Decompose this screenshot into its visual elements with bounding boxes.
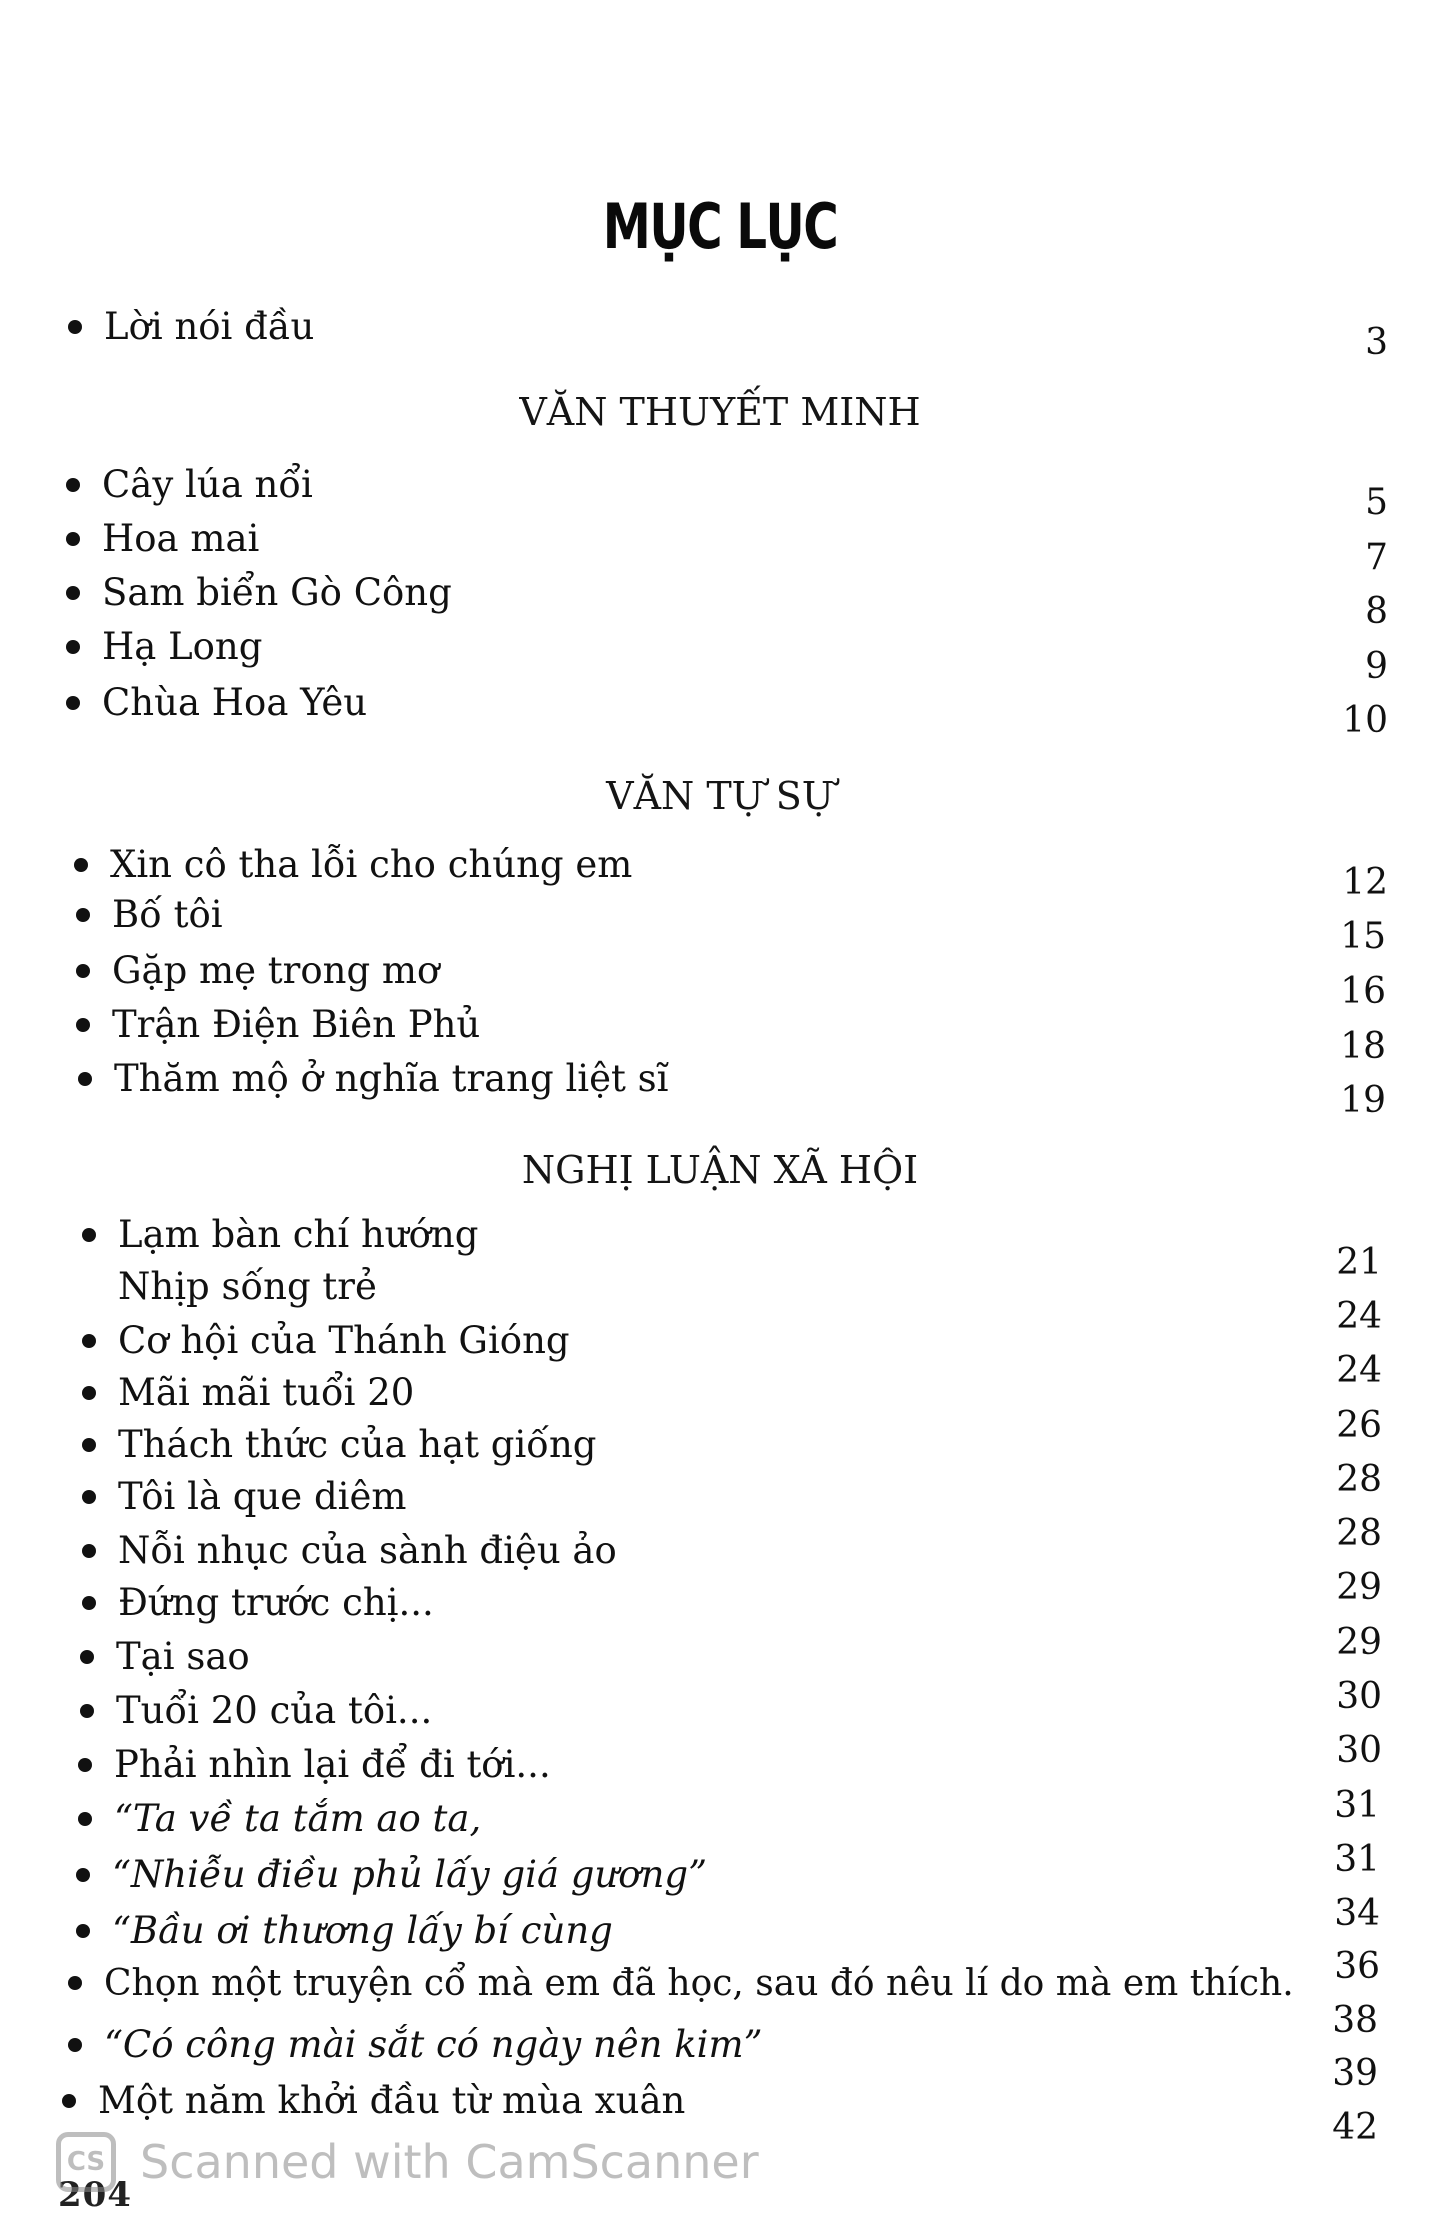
bullet-icon [78,1072,92,1086]
bullet-icon [82,1386,96,1400]
bullet-icon [68,1976,82,1990]
toc-entry [82,1475,407,1518]
toc-entry-label: Đứng trước chị... [118,1581,434,1624]
bullet-icon [74,858,88,872]
bullet-icon [66,696,80,710]
toc-entry-label: Hoa mai [102,517,260,560]
toc-entry [76,1003,481,1046]
toc-page-number: 16 [1340,971,1386,1012]
toc-page-number: 21 [1336,1242,1382,1283]
watermark-text: Scanned with CamScanner [140,2135,759,2189]
bullet-icon [78,1812,92,1826]
toc-page-number: 38 [1332,2000,1378,2041]
toc-entry [82,1319,570,1362]
bullet-icon [82,1544,96,1558]
bullet-icon [78,1758,92,1772]
toc-page-number: 30 [1336,1730,1382,1771]
bullet-icon [62,2094,76,2108]
toc-entry-label: Thách thức của hạt giống [118,1423,597,1466]
toc-entry-label: Nỗi nhục của sành điệu ảo [118,1529,617,1572]
page-title: MỤC LỤC [602,190,838,263]
toc-entry-label: Thăm mộ ở nghĩa trang liệt sĩ [114,1057,669,1100]
bullet-icon [68,320,82,334]
toc-entry [118,1265,377,1308]
toc-entry [76,1909,613,1952]
toc-entry [66,681,368,724]
toc-entry-label: Xin cô tha lỗi cho chúng em [110,843,633,886]
bullet-icon [66,478,80,492]
bullet-icon [68,2038,82,2052]
toc-entry [80,1689,433,1732]
toc-entry [82,1529,617,1572]
camscanner-watermark [56,2132,759,2192]
toc-entry-label: Tuổi 20 của tôi... [116,1689,433,1732]
bullet-icon [80,1650,94,1664]
bullet-icon [82,1228,96,1242]
toc-page-number: 42 [1332,2107,1378,2148]
toc-entry-label: Trận Điện Biên Phủ [112,1003,481,1046]
section-heading: VĂN THUYẾT MINH [519,390,921,434]
footer-page-number: 204 [58,2175,132,2215]
toc-entry [76,949,440,992]
toc-entry-label: Chọn một truyện cổ mà em đã học, sau đó nêu lí do mà em thích. [104,1963,1294,2004]
toc-page-number: 19 [1340,1080,1386,1121]
bullet-icon [66,532,80,546]
toc-page-number: 28 [1336,1513,1382,1554]
toc-page-number: 7 [1365,537,1388,578]
toc-entry-label: Cơ hội của Thánh Gióng [118,1319,570,1362]
toc-entry-label: “Ta về ta tắm ao ta, [114,1797,482,1840]
toc-entry-label: Lời nói đầu [104,305,315,348]
toc-entry [82,1371,415,1414]
toc-entry-label: Cây lúa nổi [102,463,313,506]
toc-entry-label: Phải nhìn lại để đi tới... [114,1743,551,1786]
toc-entry-label: Sam biển Gò Công [102,571,452,614]
bullet-icon [82,1438,96,1452]
toc-entry [82,1581,434,1624]
toc-page-number: 10 [1342,700,1388,741]
toc-page-number: 34 [1334,1893,1380,1934]
toc-page-number: 18 [1340,1026,1386,1067]
toc-entry [66,571,452,614]
section-heading: VĂN TỰ SỰ [606,774,834,818]
toc-page-number: 30 [1336,1676,1382,1717]
section-heading: NGHỊ LUẬN XÃ HỘI [521,1148,919,1192]
toc-entry-intro [68,305,315,348]
toc-page-number: 36 [1334,1946,1380,1987]
toc-entry [66,625,263,668]
toc-entry-label: Hạ Long [102,625,263,668]
toc-entry [76,1853,708,1896]
bullet-icon [76,908,90,922]
bullet-icon [66,640,80,654]
toc-page-number: 39 [1332,2053,1378,2094]
toc-entry [76,893,223,936]
toc-entry [82,1423,597,1466]
bullet-icon [76,1868,90,1882]
toc-entry [78,1797,482,1840]
toc-page-number: 15 [1340,916,1386,957]
toc-page-number: 29 [1336,1622,1382,1663]
toc-entry [62,2079,686,2122]
toc-entry-label: “Có công mài sắt có ngày nên kim” [104,2023,763,2066]
toc-entry-label: “Bầu ơi thương lấy bí cùng [112,1909,613,1952]
toc-page-number: 29 [1336,1567,1382,1608]
toc-page-number: 8 [1365,591,1388,632]
toc-entry [68,2023,763,2066]
toc-page-number: 31 [1334,1839,1380,1880]
toc-page-number: 9 [1365,646,1388,687]
bullet-icon [76,1018,90,1032]
toc-entry [80,1635,250,1678]
toc-page-number: 26 [1336,1405,1382,1446]
toc-entry-label: Gặp mẹ trong mơ [112,949,440,992]
toc-page-number: 3 [1365,322,1388,363]
toc-page-number: 12 [1342,862,1388,903]
bullet-icon [66,586,80,600]
bullet-icon [82,1490,96,1504]
toc-entry [66,517,260,560]
toc-entry-label: Mãi mãi tuổi 20 [118,1371,415,1414]
bullet-icon [76,1924,90,1938]
toc-page-number: 5 [1365,482,1388,523]
toc-page-number: 31 [1334,1785,1380,1826]
toc-entry [78,1743,551,1786]
toc-page-number: 28 [1336,1459,1382,1500]
toc-entry-label: Một năm khởi đầu từ mùa xuân [98,2079,686,2122]
toc-entry [68,1963,1294,2004]
bullet-icon [76,964,90,978]
toc-entry [66,463,313,506]
toc-entry-label: Tại sao [116,1635,250,1678]
toc-page-number: 24 [1336,1296,1382,1337]
toc-entry-label: Chùa Hoa Yêu [102,681,368,724]
bullet-icon [80,1704,94,1718]
toc-entry [82,1213,479,1256]
bullet-icon [82,1334,96,1348]
toc-entry-label: “Nhiễu điều phủ lấy giá gương” [112,1853,708,1896]
toc-page-number: 24 [1336,1350,1382,1391]
toc-entry [78,1057,669,1100]
bullet-icon [82,1596,96,1610]
toc-entry-label: Tôi là que diêm [118,1475,407,1518]
toc-entry-label: Lạm bàn chí hướng [118,1213,479,1256]
camscanner-logo-icon: CS [56,2132,116,2192]
toc-entry [74,843,633,886]
toc-entry-label: Bố tôi [112,893,223,936]
toc-entry-label: Nhịp sống trẻ [118,1265,377,1308]
